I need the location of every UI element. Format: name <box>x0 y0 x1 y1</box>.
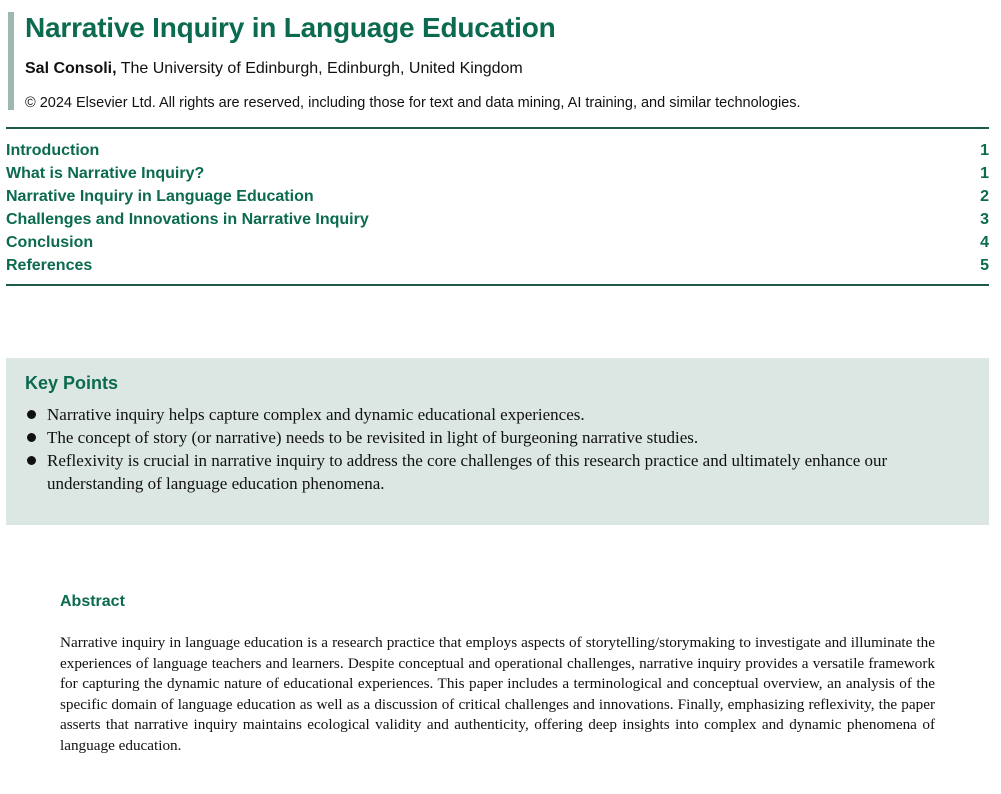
abstract-body: Narrative inquiry in language education is a research practice that employs aspects of storytelling/storymaking to investigate and illuminate the experiences of language teachers and learners. Despite conceptual and operational challenges, narrative inquiry provides a versatile framework for capturing the dynamic nature of educational experiences. This paper includes a terminological and conceptual overview, an analysis of the specific domain of language education as well as a discussion of critical challenges and innovations. Finally, emphasizing reflexivity, the paper asserts that narrative inquiry maintains ecological validity and authenticity, offering deep insights into complex and dynamic phenomena of language education. <box>60 634 935 754</box>
toc-item-page: 4 <box>980 234 989 251</box>
toc-item-label: Introduction <box>6 142 100 159</box>
key-point-item <box>25 403 975 426</box>
toc-bottom-rule <box>6 284 989 286</box>
key-point-text: Reflexivity is crucial in narrative inquiry to address the core challenges of this research practice and ultimately enhance our understanding of language education phenomena. <box>47 451 888 493</box>
key-point-text: The concept of story (or narrative) needs to be revisited in light of burgeoning narrative studies. <box>47 428 699 447</box>
author-affiliation: The University of Edinburgh, Edinburgh, United Kingdom <box>116 60 523 77</box>
key-points-list <box>25 403 975 495</box>
toc-item-narrative-inquiry-in-language-education[interactable] <box>6 185 989 208</box>
header-accent-bar <box>8 12 14 110</box>
toc-item-page: 1 <box>980 142 989 159</box>
toc-item-conclusion[interactable] <box>6 231 989 254</box>
article-title: Narrative Inquiry in Language Education <box>25 12 556 43</box>
toc-item-label: Challenges and Innovations in Narrative Inquiry <box>6 211 369 228</box>
toc-item-what-is-narrative-inquiry[interactable] <box>6 162 989 185</box>
toc-item-label: References <box>6 257 93 274</box>
key-point-text: Narrative inquiry helps capture complex and dynamic educational experiences. <box>47 405 585 424</box>
key-point-item <box>25 426 975 449</box>
toc-item-page: 3 <box>980 211 989 228</box>
table-of-contents <box>6 139 989 277</box>
key-point-item <box>25 449 975 495</box>
bullet-icon <box>27 456 36 465</box>
toc-top-rule <box>6 127 989 129</box>
toc-item-challenges-and-innovations[interactable] <box>6 208 989 231</box>
toc-item-introduction[interactable] <box>6 139 989 162</box>
abstract-title: Abstract <box>60 593 125 610</box>
author-line <box>25 58 523 80</box>
key-points-box <box>6 358 989 525</box>
toc-item-page: 5 <box>980 257 989 274</box>
bullet-icon <box>27 410 36 419</box>
toc-item-label: Narrative Inquiry in Language Education <box>6 188 314 205</box>
toc-item-page: 2 <box>980 188 989 205</box>
copyright-notice: © 2024 Elsevier Ltd. All rights are reserved, including those for text and data mining, AI training, and similar technologies. <box>25 95 801 111</box>
toc-item-page: 1 <box>980 165 989 182</box>
toc-item-label: What is Narrative Inquiry? <box>6 165 205 182</box>
author-name: Sal Consoli, <box>25 60 117 77</box>
key-points-title: Key Points <box>25 373 119 393</box>
toc-item-references[interactable] <box>6 254 989 277</box>
toc-item-label: Conclusion <box>6 234 94 251</box>
bullet-icon <box>27 433 36 442</box>
